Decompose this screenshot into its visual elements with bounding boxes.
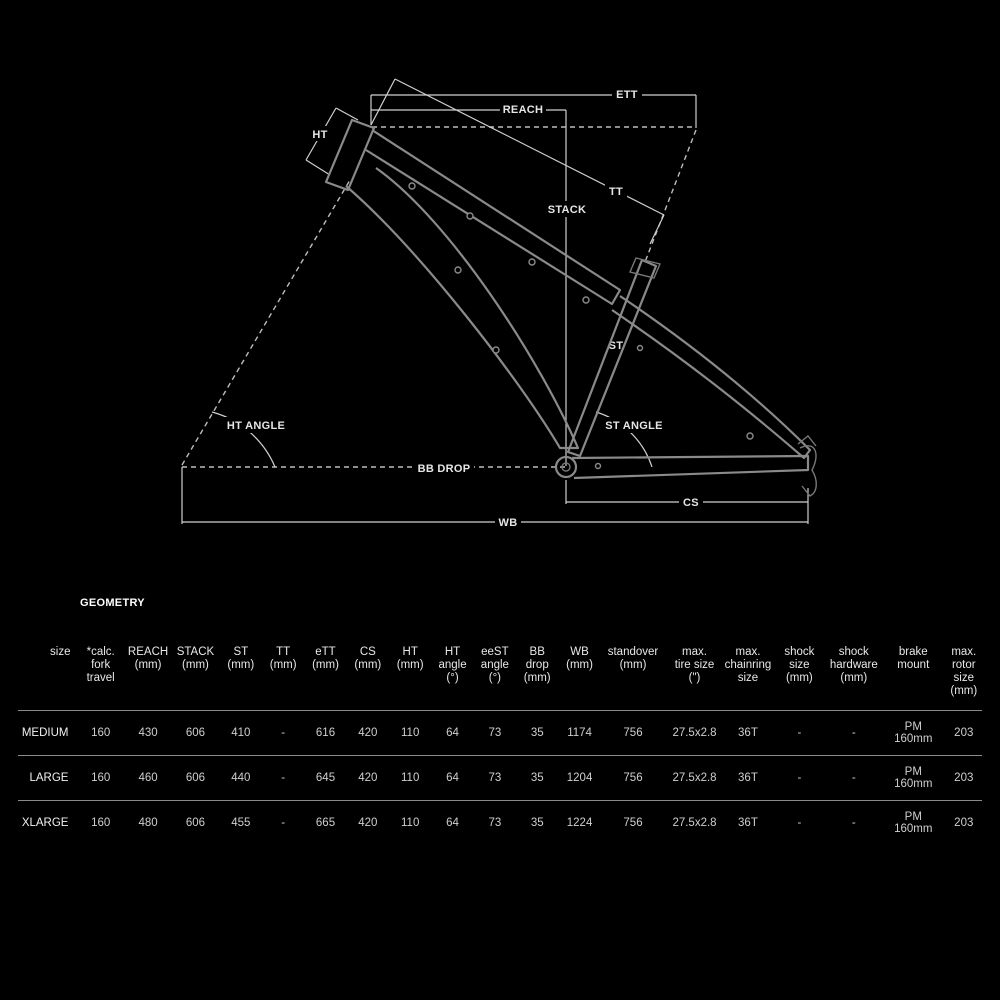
table-cell: 203 xyxy=(946,801,982,846)
table-cell: 160 xyxy=(76,801,124,846)
table-cell: 756 xyxy=(601,756,666,801)
table-cell: 645 xyxy=(304,756,346,801)
table-cell: 110 xyxy=(389,801,431,846)
column-header: max. rotor size (mm) xyxy=(950,646,978,697)
size-cell: LARGE xyxy=(18,756,76,801)
reach-dimension xyxy=(371,101,566,117)
table-cell: 606 xyxy=(171,756,219,801)
table-cell: 27.5x2.8 xyxy=(665,756,723,801)
label-wb: WB xyxy=(498,517,518,529)
table-cell: 203 xyxy=(946,756,982,801)
wb-dimension xyxy=(182,467,808,530)
table-cell: - xyxy=(262,711,304,756)
table-cell: 160 xyxy=(76,756,124,801)
table-cell: PM 160mm xyxy=(881,756,946,801)
label-bb-drop: BB DROP xyxy=(417,463,471,475)
table-cell: 27.5x2.8 xyxy=(665,711,723,756)
table-cell: 420 xyxy=(347,756,389,801)
size-cell: XLARGE xyxy=(18,801,76,846)
chain-stay xyxy=(572,456,808,478)
table-cell: 1174 xyxy=(558,711,600,756)
table-cell: 35 xyxy=(516,801,558,846)
head-tube xyxy=(326,120,374,190)
table-cell: 73 xyxy=(474,711,516,756)
label-st: ST xyxy=(608,340,624,352)
table-cell: 35 xyxy=(516,756,558,801)
table-cell: 420 xyxy=(347,711,389,756)
geometry-title: GEOMETRY xyxy=(80,597,145,609)
bike-frame xyxy=(326,120,816,496)
column-header: *calc. fork travel xyxy=(86,646,115,684)
label-cs: CS xyxy=(683,497,699,509)
label-ht-angle: HT ANGLE xyxy=(226,420,286,432)
table-cell: 73 xyxy=(474,801,516,846)
table-cell: 410 xyxy=(220,711,262,756)
geometry-body xyxy=(18,711,982,846)
table-row xyxy=(18,801,982,846)
column-header: TT (mm) xyxy=(269,646,297,671)
column-header: standover (mm) xyxy=(607,646,659,671)
seat-stay xyxy=(612,296,810,458)
table-cell: 64 xyxy=(431,711,473,756)
seat-tube-extension xyxy=(645,130,696,262)
table-cell: 27.5x2.8 xyxy=(665,801,723,846)
table-cell: 110 xyxy=(389,756,431,801)
table-cell: 64 xyxy=(431,801,473,846)
table-cell: 440 xyxy=(220,756,262,801)
table-cell: - xyxy=(827,801,881,846)
column-header: STACK (mm) xyxy=(176,646,215,671)
table-cell: 160 xyxy=(76,711,124,756)
column-header: size xyxy=(50,646,71,658)
table-cell: - xyxy=(772,756,826,801)
table-cell: 480 xyxy=(125,801,171,846)
table-cell: 455 xyxy=(220,801,262,846)
column-header: HT angle (°) xyxy=(438,646,467,684)
column-header: eeST angle (°) xyxy=(480,646,509,684)
table-row xyxy=(18,756,982,801)
column-header: CS (mm) xyxy=(354,646,382,671)
table-cell: 64 xyxy=(431,756,473,801)
stack-dimension xyxy=(546,110,588,466)
column-header: REACH (mm) xyxy=(127,646,169,671)
table-cell: 420 xyxy=(347,801,389,846)
geometry-header-row xyxy=(18,646,982,711)
table-cell: 616 xyxy=(304,711,346,756)
table-cell: - xyxy=(772,711,826,756)
table-cell: 606 xyxy=(171,711,219,756)
column-header: max. tire size (") xyxy=(674,646,715,684)
ht-angle-dimension xyxy=(212,412,286,467)
table-cell: 756 xyxy=(601,711,666,756)
table-cell: 665 xyxy=(304,801,346,846)
table-cell: 36T xyxy=(724,711,772,756)
column-header: eTT (mm) xyxy=(312,646,339,671)
table-cell: 1204 xyxy=(558,756,600,801)
table-cell: 110 xyxy=(389,711,431,756)
table-cell: 36T xyxy=(724,801,772,846)
table-cell: 430 xyxy=(125,711,171,756)
table-cell: 606 xyxy=(171,801,219,846)
table-cell: 36T xyxy=(724,756,772,801)
table-cell: - xyxy=(262,801,304,846)
column-header: ST (mm) xyxy=(227,646,255,671)
size-cell: MEDIUM xyxy=(18,711,76,756)
label-stack: STACK xyxy=(547,204,587,216)
table-cell: 460 xyxy=(125,756,171,801)
label-reach: REACH xyxy=(502,104,544,116)
geometry-table xyxy=(18,646,982,845)
label-st-angle: ST ANGLE xyxy=(605,420,663,432)
table-cell: - xyxy=(827,711,881,756)
table-cell: - xyxy=(772,801,826,846)
column-header: WB (mm) xyxy=(566,646,593,671)
column-header: HT (mm) xyxy=(396,646,424,671)
table-cell: - xyxy=(262,756,304,801)
column-header: BB drop (mm) xyxy=(523,646,551,684)
table-cell: - xyxy=(827,756,881,801)
table-cell: 35 xyxy=(516,711,558,756)
table-cell: 203 xyxy=(946,711,982,756)
label-tt: TT xyxy=(608,186,624,198)
cs-dimension xyxy=(566,480,808,524)
label-ett: ETT xyxy=(616,89,638,101)
table-cell: 756 xyxy=(601,801,666,846)
brake-mount xyxy=(798,436,816,446)
table-row xyxy=(18,711,982,756)
table-cell: PM 160mm xyxy=(881,801,946,846)
table-cell: 1224 xyxy=(558,801,600,846)
column-header: shock hardware (mm) xyxy=(829,646,878,684)
column-header: brake mount xyxy=(897,646,930,671)
column-header: shock size (mm) xyxy=(784,646,815,684)
table-cell: 73 xyxy=(474,756,516,801)
table-cell: PM 160mm xyxy=(881,711,946,756)
label-ht: HT xyxy=(312,129,328,141)
column-header: max. chainring size xyxy=(724,646,772,684)
